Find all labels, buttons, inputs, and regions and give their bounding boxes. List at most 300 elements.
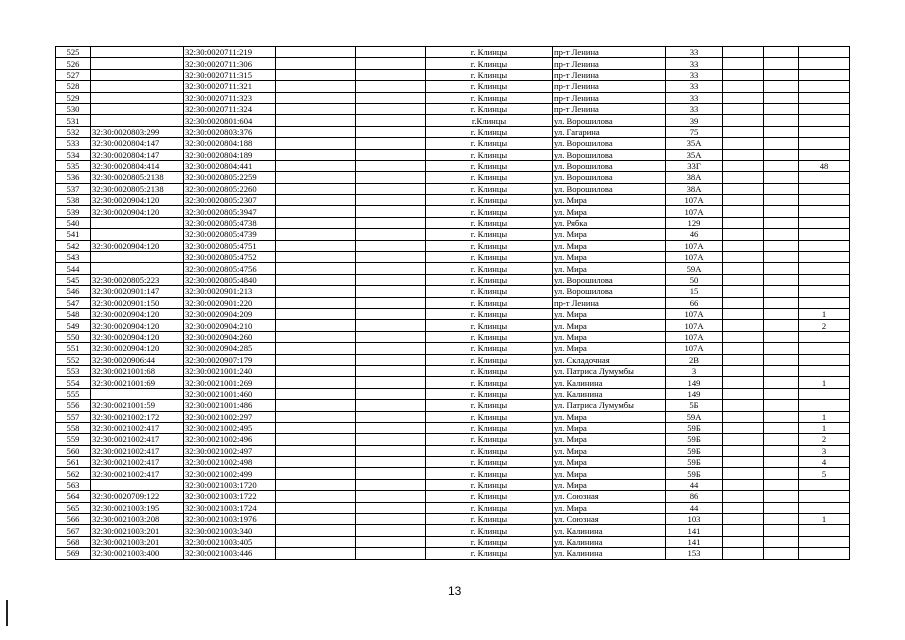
street-cell: ул. Мира xyxy=(553,468,666,479)
building-cell xyxy=(723,400,764,411)
empty-cell xyxy=(356,172,426,183)
source-cadastral-number-cell: 32:30:0020804:414 xyxy=(91,160,184,171)
building-cell xyxy=(723,514,764,525)
table-row xyxy=(56,343,850,354)
register-body xyxy=(56,47,850,560)
empty-cell xyxy=(356,308,426,319)
apartment-cell xyxy=(799,252,850,263)
empty-cell xyxy=(276,58,356,69)
empty-cell xyxy=(276,263,356,274)
apartment-cell xyxy=(799,229,850,240)
table-row xyxy=(56,468,850,479)
row-number-cell: 554 xyxy=(56,377,91,388)
empty-cell xyxy=(276,320,356,331)
empty-cell xyxy=(356,400,426,411)
street-cell: пр-т Ленина xyxy=(553,297,666,308)
apartment-cell xyxy=(799,263,850,274)
house-number-cell: 33 xyxy=(666,69,723,80)
row-number-cell: 536 xyxy=(56,172,91,183)
empty-cell xyxy=(276,149,356,160)
empty-cell xyxy=(356,422,426,433)
empty-cell xyxy=(764,160,799,171)
cadastral-number-cell: 32:30:0020805:4751 xyxy=(184,240,276,251)
row-number-cell: 553 xyxy=(56,365,91,376)
apartment-cell xyxy=(799,126,850,137)
street-cell: ул. Мира xyxy=(553,343,666,354)
source-cadastral-number-cell xyxy=(91,229,184,240)
empty-cell xyxy=(356,377,426,388)
empty-cell xyxy=(764,47,799,58)
apartment-cell xyxy=(799,58,850,69)
house-number-cell: 33Г xyxy=(666,160,723,171)
empty-cell xyxy=(276,160,356,171)
building-cell xyxy=(723,274,764,285)
empty-cell xyxy=(356,47,426,58)
empty-cell xyxy=(356,149,426,160)
building-cell xyxy=(723,103,764,114)
city-cell: г. Клинцы xyxy=(426,536,553,547)
cadastral-number-cell: 32:30:0020805:3947 xyxy=(184,206,276,217)
row-number-cell: 541 xyxy=(56,229,91,240)
street-cell: ул. Мира xyxy=(553,479,666,490)
table-row xyxy=(56,263,850,274)
empty-cell xyxy=(356,365,426,376)
empty-cell xyxy=(276,195,356,206)
cadastral-number-cell: 32:30:0021002:498 xyxy=(184,457,276,468)
city-cell: г. Клинцы xyxy=(426,400,553,411)
street-cell: ул. Рябка xyxy=(553,217,666,228)
cadastral-number-cell: 32:30:0021003:1724 xyxy=(184,502,276,513)
row-number-cell: 550 xyxy=(56,331,91,342)
empty-cell xyxy=(276,103,356,114)
street-cell: пр-т Ленина xyxy=(553,81,666,92)
row-number-cell: 548 xyxy=(56,308,91,319)
city-cell: г. Клинцы xyxy=(426,457,553,468)
row-number-cell: 531 xyxy=(56,115,91,126)
row-number-cell: 560 xyxy=(56,445,91,456)
cadastral-number-cell: 32:30:0020901:213 xyxy=(184,286,276,297)
row-number-cell: 538 xyxy=(56,195,91,206)
city-cell: г. Клинцы xyxy=(426,138,553,149)
apartment-cell xyxy=(799,172,850,183)
empty-cell xyxy=(356,445,426,456)
cadastral-number-cell: 32:30:0020805:2307 xyxy=(184,195,276,206)
apartment-cell: 2 xyxy=(799,434,850,445)
row-number-cell: 542 xyxy=(56,240,91,251)
row-number-cell: 555 xyxy=(56,388,91,399)
city-cell: г. Клинцы xyxy=(426,377,553,388)
house-number-cell: 35А xyxy=(666,149,723,160)
row-number-cell: 549 xyxy=(56,320,91,331)
source-cadastral-number-cell: 32:30:0020904:120 xyxy=(91,308,184,319)
apartment-cell xyxy=(799,81,850,92)
source-cadastral-number-cell: 32:30:0021003:201 xyxy=(91,525,184,536)
cadastral-number-cell: 32:30:0020904:260 xyxy=(184,331,276,342)
building-cell xyxy=(723,81,764,92)
row-number-cell: 546 xyxy=(56,286,91,297)
row-number-cell: 559 xyxy=(56,434,91,445)
city-cell: г. Клинцы xyxy=(426,525,553,536)
cadastral-number-cell: 32:30:0020804:189 xyxy=(184,149,276,160)
building-cell xyxy=(723,263,764,274)
empty-cell xyxy=(764,354,799,365)
source-cadastral-number-cell xyxy=(91,69,184,80)
table-row xyxy=(56,422,850,433)
city-cell: г. Клинцы xyxy=(426,445,553,456)
empty-cell xyxy=(276,388,356,399)
row-number-cell: 528 xyxy=(56,81,91,92)
source-cadastral-number-cell: 32:30:0021001:69 xyxy=(91,377,184,388)
cadastral-number-cell: 32:30:0020805:2260 xyxy=(184,183,276,194)
cadastral-number-cell: 32:30:0021001:269 xyxy=(184,377,276,388)
cadastral-number-cell: 32:30:0020907:179 xyxy=(184,354,276,365)
street-cell: ул. Калинина xyxy=(553,536,666,547)
cadastral-number-cell: 32:30:0020804:441 xyxy=(184,160,276,171)
street-cell: пр-т Ленина xyxy=(553,69,666,80)
empty-cell xyxy=(356,103,426,114)
row-number-cell: 529 xyxy=(56,92,91,103)
house-number-cell: 107А xyxy=(666,320,723,331)
empty-cell xyxy=(356,457,426,468)
table-row xyxy=(56,126,850,137)
source-cadastral-number-cell: 32:30:0021002:172 xyxy=(91,411,184,422)
source-cadastral-number-cell xyxy=(91,81,184,92)
empty-cell xyxy=(276,47,356,58)
empty-cell xyxy=(764,206,799,217)
apartment-cell: 4 xyxy=(799,457,850,468)
street-cell: ул. Ворошилова xyxy=(553,149,666,160)
source-cadastral-number-cell: 32:30:0020904:120 xyxy=(91,331,184,342)
street-cell: ул. Ворошилова xyxy=(553,183,666,194)
empty-cell xyxy=(356,468,426,479)
empty-cell xyxy=(356,138,426,149)
source-cadastral-number-cell: 32:30:0020804:147 xyxy=(91,138,184,149)
city-cell: г. Клинцы xyxy=(426,183,553,194)
empty-cell xyxy=(356,502,426,513)
row-number-cell: 568 xyxy=(56,536,91,547)
source-cadastral-number-cell: 32:30:0020804:147 xyxy=(91,149,184,160)
empty-cell xyxy=(764,377,799,388)
building-cell xyxy=(723,160,764,171)
table-row xyxy=(56,548,850,559)
empty-cell xyxy=(764,479,799,490)
table-row xyxy=(56,274,850,285)
table-row xyxy=(56,183,850,194)
row-number-cell: 532 xyxy=(56,126,91,137)
table-row xyxy=(56,400,850,411)
empty-cell xyxy=(276,365,356,376)
cadastral-number-cell: 32:30:0021001:460 xyxy=(184,388,276,399)
table-row xyxy=(56,514,850,525)
table-row xyxy=(56,229,850,240)
empty-cell xyxy=(764,58,799,69)
table-row xyxy=(56,377,850,388)
empty-cell xyxy=(356,160,426,171)
empty-cell xyxy=(764,126,799,137)
empty-cell xyxy=(276,514,356,525)
table-row xyxy=(56,354,850,365)
city-cell: г. Клинцы xyxy=(426,47,553,58)
city-cell: г. Клинцы xyxy=(426,491,553,502)
apartment-cell xyxy=(799,217,850,228)
source-cadastral-number-cell xyxy=(91,217,184,228)
street-cell: ул. Мира xyxy=(553,308,666,319)
empty-cell xyxy=(356,388,426,399)
empty-cell xyxy=(764,195,799,206)
building-cell xyxy=(723,69,764,80)
apartment-cell xyxy=(799,479,850,490)
street-cell: ул. Мира xyxy=(553,445,666,456)
house-number-cell: 3 xyxy=(666,365,723,376)
cadastral-number-cell: 32:30:0021003:446 xyxy=(184,548,276,559)
source-cadastral-number-cell: 32:30:0021001:59 xyxy=(91,400,184,411)
house-number-cell: 59А xyxy=(666,411,723,422)
building-cell xyxy=(723,536,764,547)
empty-cell xyxy=(764,400,799,411)
city-cell: г. Клинцы xyxy=(426,388,553,399)
table-row xyxy=(56,81,850,92)
street-cell: ул. Гагарина xyxy=(553,126,666,137)
empty-cell xyxy=(764,183,799,194)
street-cell: ул. Союзная xyxy=(553,491,666,502)
street-cell: ул. Мира xyxy=(553,206,666,217)
table-row xyxy=(56,206,850,217)
city-cell: г. Клинцы xyxy=(426,58,553,69)
empty-cell xyxy=(356,252,426,263)
empty-cell xyxy=(764,263,799,274)
house-number-cell: 2В xyxy=(666,354,723,365)
apartment-cell xyxy=(799,297,850,308)
empty-cell xyxy=(276,502,356,513)
city-cell: г. Клинцы xyxy=(426,297,553,308)
row-number-cell: 535 xyxy=(56,160,91,171)
cadastral-number-cell: 32:30:0021003:340 xyxy=(184,525,276,536)
empty-cell xyxy=(764,92,799,103)
table-row xyxy=(56,479,850,490)
empty-cell xyxy=(276,126,356,137)
source-cadastral-number-cell xyxy=(91,103,184,114)
empty-cell xyxy=(356,320,426,331)
row-number-cell: 566 xyxy=(56,514,91,525)
house-number-cell: 38А xyxy=(666,172,723,183)
source-cadastral-number-cell: 32:30:0021003:201 xyxy=(91,536,184,547)
row-number-cell: 539 xyxy=(56,206,91,217)
house-number-cell: 59Б xyxy=(666,434,723,445)
city-cell: г. Клинцы xyxy=(426,206,553,217)
source-cadastral-number-cell xyxy=(91,47,184,58)
street-cell: ул. Мира xyxy=(553,457,666,468)
house-number-cell: 141 xyxy=(666,525,723,536)
house-number-cell: 46 xyxy=(666,229,723,240)
table-row xyxy=(56,536,850,547)
apartment-cell xyxy=(799,195,850,206)
city-cell: г. Клинцы xyxy=(426,514,553,525)
row-number-cell: 545 xyxy=(56,274,91,285)
street-cell: ул. Калинина xyxy=(553,525,666,536)
city-cell: г. Клинцы xyxy=(426,172,553,183)
building-cell xyxy=(723,525,764,536)
building-cell xyxy=(723,491,764,502)
empty-cell xyxy=(764,457,799,468)
empty-cell xyxy=(356,92,426,103)
building-cell xyxy=(723,195,764,206)
empty-cell xyxy=(356,217,426,228)
apartment-cell xyxy=(799,240,850,251)
empty-cell xyxy=(764,411,799,422)
house-number-cell: 50 xyxy=(666,274,723,285)
table-row xyxy=(56,149,850,160)
empty-cell xyxy=(276,115,356,126)
empty-cell xyxy=(356,58,426,69)
apartment-cell: 1 xyxy=(799,411,850,422)
empty-cell xyxy=(276,354,356,365)
house-number-cell: 33 xyxy=(666,47,723,58)
source-cadastral-number-cell xyxy=(91,263,184,274)
empty-cell xyxy=(764,274,799,285)
source-cadastral-number-cell: 32:30:0020904:120 xyxy=(91,320,184,331)
city-cell: г. Клинцы xyxy=(426,365,553,376)
building-cell xyxy=(723,331,764,342)
empty-cell xyxy=(356,206,426,217)
city-cell: г. Клинцы xyxy=(426,252,553,263)
apartment-cell xyxy=(799,206,850,217)
empty-cell xyxy=(276,138,356,149)
apartment-cell xyxy=(799,354,850,365)
street-cell: ул. Калинина xyxy=(553,377,666,388)
source-cadastral-number-cell: 32:30:0020904:120 xyxy=(91,240,184,251)
empty-cell xyxy=(276,217,356,228)
empty-cell xyxy=(276,81,356,92)
house-number-cell: 107А xyxy=(666,252,723,263)
empty-cell xyxy=(764,514,799,525)
row-number-cell: 558 xyxy=(56,422,91,433)
cadastral-number-cell: 32:30:0021002:497 xyxy=(184,445,276,456)
apartment-cell xyxy=(799,343,850,354)
source-cadastral-number-cell xyxy=(91,92,184,103)
source-cadastral-number-cell: 32:30:0020805:2138 xyxy=(91,183,184,194)
building-cell xyxy=(723,479,764,490)
empty-cell xyxy=(356,286,426,297)
source-cadastral-number-cell: 32:30:0021003:400 xyxy=(91,548,184,559)
city-cell: г. Клинцы xyxy=(426,92,553,103)
apartment-cell: 3 xyxy=(799,445,850,456)
apartment-cell xyxy=(799,103,850,114)
row-number-cell: 537 xyxy=(56,183,91,194)
apartment-cell xyxy=(799,138,850,149)
building-cell xyxy=(723,47,764,58)
street-cell: ул. Мира xyxy=(553,502,666,513)
street-cell: ул. Ворошилова xyxy=(553,160,666,171)
city-cell: г. Клинцы xyxy=(426,502,553,513)
cadastral-number-cell: 32:30:0020805:4756 xyxy=(184,263,276,274)
empty-cell xyxy=(356,354,426,365)
house-number-cell: 107А xyxy=(666,206,723,217)
empty-cell xyxy=(356,263,426,274)
empty-cell xyxy=(276,229,356,240)
empty-cell xyxy=(356,274,426,285)
source-cadastral-number-cell: 32:30:0021003:208 xyxy=(91,514,184,525)
table-row xyxy=(56,138,850,149)
table-row xyxy=(56,217,850,228)
table-row xyxy=(56,47,850,58)
city-cell: г. Клинцы xyxy=(426,149,553,160)
source-cadastral-number-cell: 32:30:0020901:147 xyxy=(91,286,184,297)
row-number-cell: 556 xyxy=(56,400,91,411)
empty-cell xyxy=(764,115,799,126)
table-row xyxy=(56,252,850,263)
empty-cell xyxy=(764,536,799,547)
city-cell: г. Клинцы xyxy=(426,411,553,422)
city-cell: г. Клинцы xyxy=(426,195,553,206)
cadastral-number-cell: 32:30:0021001:240 xyxy=(184,365,276,376)
street-cell: ул. Ворошилова xyxy=(553,138,666,149)
city-cell: г. Клинцы xyxy=(426,81,553,92)
table-row xyxy=(56,103,850,114)
empty-cell xyxy=(356,514,426,525)
street-cell: ул. Калинина xyxy=(553,388,666,399)
house-number-cell: 33 xyxy=(666,58,723,69)
cadastral-number-cell: 32:30:0020711:321 xyxy=(184,81,276,92)
house-number-cell: 38А xyxy=(666,183,723,194)
apartment-cell: 5 xyxy=(799,468,850,479)
row-number-cell: 552 xyxy=(56,354,91,365)
apartment-cell xyxy=(799,331,850,342)
table-row xyxy=(56,297,850,308)
city-cell: г. Клинцы xyxy=(426,160,553,171)
empty-cell xyxy=(764,149,799,160)
building-cell xyxy=(723,58,764,69)
apartment-cell xyxy=(799,149,850,160)
empty-cell xyxy=(276,400,356,411)
row-number-cell: 533 xyxy=(56,138,91,149)
empty-cell xyxy=(764,468,799,479)
empty-cell xyxy=(764,138,799,149)
source-cadastral-number-cell: 32:30:0020805:223 xyxy=(91,274,184,285)
street-cell: ул. Мира xyxy=(553,240,666,251)
table-row xyxy=(56,434,850,445)
empty-cell xyxy=(764,320,799,331)
empty-cell xyxy=(276,172,356,183)
street-cell: ул. Ворошилова xyxy=(553,286,666,297)
row-number-cell: 534 xyxy=(56,149,91,160)
empty-cell xyxy=(764,172,799,183)
street-cell: ул. Патриса Лумумбы xyxy=(553,365,666,376)
building-cell xyxy=(723,457,764,468)
empty-cell xyxy=(764,343,799,354)
house-number-cell: 153 xyxy=(666,548,723,559)
source-cadastral-number-cell xyxy=(91,479,184,490)
house-number-cell: 107А xyxy=(666,308,723,319)
cadastral-number-cell: 32:30:0021003:1722 xyxy=(184,491,276,502)
table-row xyxy=(56,365,850,376)
apartment-cell: 2 xyxy=(799,320,850,331)
cadastral-number-cell: 32:30:0020904:210 xyxy=(184,320,276,331)
empty-cell xyxy=(276,183,356,194)
row-number-cell: 569 xyxy=(56,548,91,559)
building-cell xyxy=(723,502,764,513)
empty-cell xyxy=(276,411,356,422)
building-cell xyxy=(723,548,764,559)
building-cell xyxy=(723,149,764,160)
empty-cell xyxy=(356,81,426,92)
building-cell xyxy=(723,138,764,149)
city-cell: г. Клинцы xyxy=(426,217,553,228)
apartment-cell: 48 xyxy=(799,160,850,171)
apartment-cell xyxy=(799,183,850,194)
cadastral-number-cell: 32:30:0020901:220 xyxy=(184,297,276,308)
empty-cell xyxy=(356,331,426,342)
apartment-cell xyxy=(799,388,850,399)
